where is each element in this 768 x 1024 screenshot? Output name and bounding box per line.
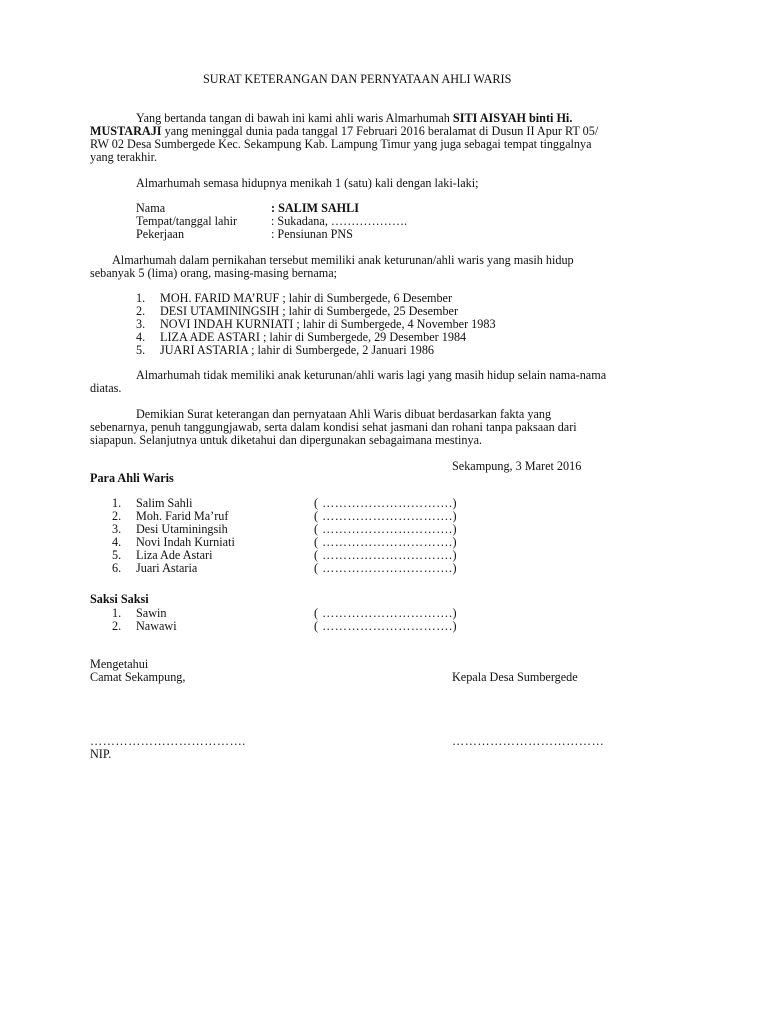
witness-signature-line: ( ………………………….)	[314, 606, 458, 620]
deceased-name-part1: SITI AISYAH binti Hi.	[452, 111, 573, 125]
closing-line-1: Demikian Surat keterangan dan pernyataan Ahli Waris dibuat berdasarkan fakta yang	[136, 407, 552, 421]
kepala-desa-signature-line: ………………………………	[452, 734, 605, 748]
heir-name: Juari Astaria	[136, 561, 198, 575]
list-number: 2.	[136, 304, 146, 318]
heir-signature-line: ( ………………………….)	[314, 535, 458, 549]
list-number: 5.	[136, 343, 146, 357]
witness-name: Sawin	[136, 606, 167, 620]
opening-line-3: RW 02 Desa Sumbergede Kec. Sekampung Kab. Lampung Timur yang juga sebagai tempat tinggalnya	[90, 137, 592, 151]
child-entry: JUARI ASTARIA ; lahir di Sumbergede, 2 Januari 1986	[160, 343, 435, 357]
heir-name: Desi Utaminingsih	[136, 522, 228, 536]
opening-mid-text: yang meninggal dunia pada tanggal 17 Februari 2016 beralamat di Dusun II Apur RT 05/	[161, 124, 599, 138]
married-statement: Almarhumah semasa hidupnya menikah 1 (satu) kali dengan laki-laki;	[136, 176, 479, 190]
opening-text: Yang bertanda tangan di bawah ini kami ahli waris Almarhumah	[136, 111, 453, 125]
heir-signature-line: ( ………………………….)	[314, 548, 458, 562]
heir-name: Novi Indah Kurniati	[136, 535, 235, 549]
no-other-heirs-line-2: diatas.	[90, 381, 122, 395]
list-number: 4.	[112, 535, 122, 549]
heir-name: Moh. Farid Ma’ruf	[136, 509, 229, 523]
closing-line-3: siapapun. Selanjutnya untuk diketahui dan dipergunakan sebagaimana mestinya.	[90, 433, 483, 447]
opening-line-4: yang terakhir.	[90, 150, 158, 164]
witness-name: Nawawi	[136, 619, 177, 633]
list-number: 3.	[112, 522, 122, 536]
list-number: 6.	[112, 561, 122, 575]
list-number: 3.	[136, 317, 146, 331]
child-list-item	[136, 344, 434, 357]
spouse-name-label: Nama	[136, 201, 166, 215]
document-title: SURAT KETERANGAN DAN PERNYATAAN AHLI WARIS	[203, 72, 512, 86]
mengetahui-label: Mengetahui	[90, 657, 149, 671]
list-number: 5.	[112, 548, 122, 562]
heir-signature-line: ( ………………………….)	[314, 522, 458, 536]
heirs-heading: Para Ahli Waris	[90, 471, 174, 485]
spouse-job-label: Pekerjaan	[136, 227, 185, 241]
heir-signature-line: ( ………………………….)	[314, 509, 458, 523]
deceased-name-part2: MUSTARAJI	[90, 124, 162, 138]
camat-signature-line: ……………………………….	[90, 734, 246, 748]
nip-label: NIP.	[90, 747, 112, 761]
child-entry: LIZA ADE ASTARI ; lahir di Sumbergede, 29 Desember 1984	[160, 330, 467, 344]
camat-label: Camat Sekampung,	[90, 670, 186, 684]
heir-list-item	[112, 562, 197, 575]
place-date: Sekampung, 3 Maret 2016	[452, 459, 582, 473]
no-other-heirs-line-1: Almarhumah tidak memiliki anak keturunan/ahli waris lagi yang masih hidup selain nama-nama	[136, 368, 607, 382]
list-number: 2.	[112, 619, 122, 633]
child-entry: DESI UTAMININGSIH ; lahir di Sumbergede, 25 Desember	[160, 304, 459, 318]
child-entry: NOVI INDAH KURNIATI ; lahir di Sumbergede, 4 November 1983	[160, 317, 496, 331]
children-intro-line-2: sebanyak 5 (lima) orang, masing-masing bernama;	[90, 266, 338, 280]
list-number: 1.	[136, 291, 146, 305]
child-entry: MOH. FARID MA’RUF ; lahir di Sumbergede, 6 Desember	[160, 291, 453, 305]
list-number: 1.	[112, 496, 122, 510]
heir-name: Salim Sahli	[136, 496, 193, 510]
heir-signature-line: ( ………………………….)	[314, 496, 458, 510]
witness-heading: Saksi Saksi	[90, 592, 149, 606]
closing-line-2: sebenarnya, penuh tanggungjawab, serta dalam kondisi sehat jasmani dan rohani tanpa paksaan dari	[90, 420, 577, 434]
witness-signature-line: ( ………………………….)	[314, 619, 458, 633]
heir-signature-line: ( ………………………….)	[314, 561, 458, 575]
kepala-desa-label: Kepala Desa Sumbergede	[452, 670, 578, 684]
children-intro-line-1: Almarhumah dalam pernikahan tersebut memiliki anak keturunan/ahli waris yang masih hidup	[112, 253, 574, 267]
witness-list-item	[112, 620, 177, 633]
spouse-birth-label: Tempat/tanggal lahir	[136, 214, 238, 228]
heir-name: Liza Ade Astari	[136, 548, 213, 562]
spouse-birth-value: : Sukadana, ……………….	[271, 214, 408, 228]
list-number: 2.	[112, 509, 122, 523]
list-number: 1.	[112, 606, 122, 620]
spouse-name-value: : SALIM SAHLI	[271, 201, 360, 215]
list-number: 4.	[136, 330, 146, 344]
spouse-job-value: : Pensiunan PNS	[271, 227, 353, 241]
